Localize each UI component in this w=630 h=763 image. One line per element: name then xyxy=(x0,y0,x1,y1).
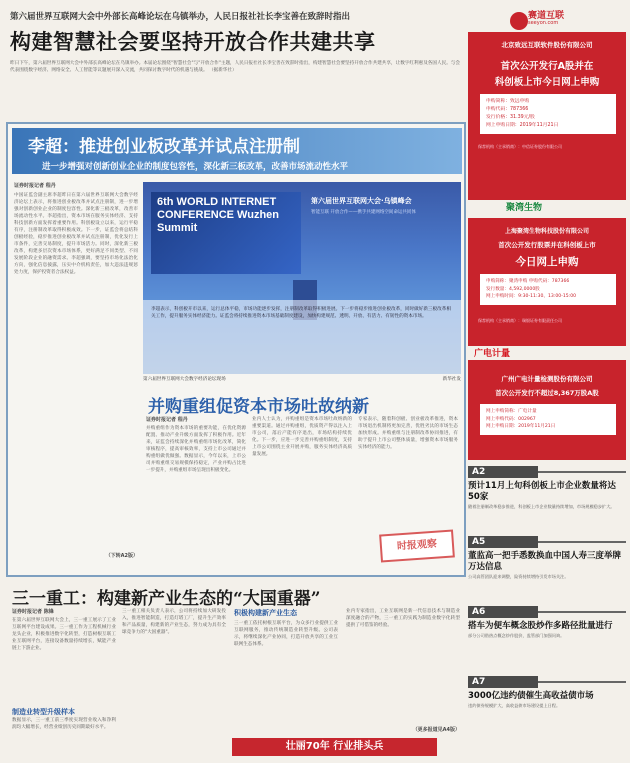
index-title: 3000亿违约债催生高收益债市场 xyxy=(468,691,594,701)
index-tag-rule xyxy=(538,681,626,683)
section2-col3-sub: 积极构建新产业生态 xyxy=(234,609,297,617)
ad-grg xyxy=(468,349,626,460)
index-desc: 违约债券规模扩大，高收益债市场建设提上日程。 xyxy=(468,703,561,708)
feature-left-note: （下转A2版） xyxy=(105,553,138,559)
seeyon-logo-icon xyxy=(510,12,528,30)
section2-col1-text: 在第六届世界互联网大会上，三一重工展示了工业互联网平台建设成果。三一重工作为工程机械行业龙头企业，积极推进数字化转型，打造树根互联工业互联网平台，连接设备数量持续增长，赋能产业链上下游企业。 xyxy=(12,618,116,651)
sidebar xyxy=(468,4,626,759)
feature-col-b: 业内人士认为，并购重组是资本市场吐故纳新的重要渠道。通过并购重组，优质资产得以注入上市公司，落后产能有序退出，市场结构持续优化。下一步，应进一步完善并购重组制度，支持上市公司围绕主业开展并购，服务实体经济高质量发展。 xyxy=(252,417,352,457)
ad1-info3: 发行价格：31.39元/股 xyxy=(486,115,535,120)
ad2-info3: 网上申购时间：9:30-11:30、13:00-15:00 xyxy=(486,294,577,299)
index-item-a6[interactable] xyxy=(468,606,626,639)
section2-col1-text2: 数据显示，三一重工前三季度实现营业收入和净利润均大幅增长，经营业绩创历史同期最好水平。 xyxy=(12,718,116,730)
feature-byline: 证券时报记者 程丹 xyxy=(14,183,56,189)
ad3-company: 广州广电计量检测股份有限公司 xyxy=(501,375,593,383)
ad3-info xyxy=(480,404,616,435)
ad-juwan xyxy=(468,203,626,346)
ad1-info xyxy=(480,94,616,134)
ad1-fine: 保荐机构（主承销商）：中信证券股份有限公司 xyxy=(478,144,562,149)
photo-caption xyxy=(143,376,461,382)
ad1-logo: 赛道互联 xyxy=(528,11,565,21)
feature-section-byline: 证券时报记者 程丹 xyxy=(146,417,188,423)
index-title: 董监高一把手悉数换血中国人寿三度举牌万达信息 xyxy=(468,551,622,572)
photo-banner: 6th WORLD INTERNET CONFERENCE Wuzhen Summit xyxy=(157,196,280,234)
main-column xyxy=(6,4,466,759)
section2-headline: 三一重工：构建新产业生态的“大国重器” xyxy=(12,589,321,609)
feature-title: 李超：推进创业板改革并试点注册制 xyxy=(28,137,300,157)
ad2-info2: 发行数量：4,592,0000股 xyxy=(486,286,540,292)
index-tag: A5 xyxy=(468,536,538,548)
ad1-logo-sub: seeyon.com xyxy=(528,20,559,26)
ad1-line1: 首次公开发行A股并在 xyxy=(500,61,594,72)
photo-cn-title: 第六届世界互联网大会·乌镇峰会 xyxy=(311,197,412,205)
photo-caption-text: 第六届世界互联网大会数字经济论坛现场 xyxy=(143,377,226,382)
ad3-line1: 首次公开发行不超过8,367万股A股 xyxy=(495,389,599,397)
section2-col4-note: （更多报道见A4版） xyxy=(412,727,460,733)
ad3-info2: 网上申购代码：002967 xyxy=(486,416,536,422)
commentary-stamp: 时报观察 xyxy=(379,529,455,562)
anniversary-banner: 壮丽70年 行业排头兵 xyxy=(232,738,437,756)
index-item-a2[interactable] xyxy=(468,466,626,510)
feature-box xyxy=(6,122,466,577)
index-desc: 公司高管团队迎来调整，险资持续增持引发市场关注。 xyxy=(468,574,569,579)
index-desc: 随着注册制改革稳步推进，科创板上市企业数量持续增加，市场规模稳步扩大。 xyxy=(468,504,615,509)
ad-seeyon xyxy=(468,11,626,200)
top-lead-body: 昨日下午，第六届世界互联网大会中外部长高峰论坛在乌镇举办。本届论坛围绕"智慧社会"与"开放合作"主题，人民日报社社长李宝善在致辞时指出，构建智慧社会要坚持开放合作共建共享，让数字红利惠及各国人民。与会代表围绕数字经济、网络安全、人工智能等议题展开深入交流，共同探讨数字时代的机遇与挑战。 xyxy=(10,61,460,73)
ad3-info1: 网上申购简称：广电计量 xyxy=(486,409,537,414)
feature-col-a-text: 并购重组作为资本市场的重要功能，在优化资源配置、推动产业升级方面发挥了积极作用。近年来，证监会持续深化并购重组市场化改革，简化审核程序，提高审核效率，支持上市公司通过并购重组做优做强。数据显示，今年以来，上市公司并购重组交易规模保持稳定，产业并购占比进一步提升，并购重组市场呈现出积极变化。 xyxy=(146,426,246,473)
ad3-info3: 网上申购日期：2019年11月21日 xyxy=(486,424,556,429)
section2-col3-text: 三一重工依托树根互联平台，为众多行业提供工业互联网服务，推动传统制造业转型升级。公司表示，将继续深化产业协同，打造开放共享的工业互联网生态体系。 xyxy=(234,621,338,647)
section2-col1-sub: 制造业转型升级样本 xyxy=(12,708,75,716)
ad2-line2: 今日网上申购 xyxy=(515,256,579,268)
index-item-a7[interactable] xyxy=(468,676,626,709)
index-tag-rule xyxy=(538,611,626,613)
feature-section-head: 并购重组促资本市场吐故纳新 xyxy=(148,397,369,417)
ad2-company: 上海聚湾生物科技股份有限公司 xyxy=(504,228,589,235)
ad1-line2: 科创板上市今日网上申购 xyxy=(494,77,600,88)
conference-photo xyxy=(143,182,461,374)
ad2-fine: 保荐机构（主承销商）：瑞银证券有限责任公司 xyxy=(478,318,562,323)
section2-byline: 证券时报记者 陈锋 xyxy=(12,609,54,615)
section2-col2: 三一重工相关负责人表示，公司将持续加大研发投入，推进智能制造，打造灯塔工厂，提升生产效率和产品质量，构建新的产业生态，努力成为具有全球竞争力的"大国重器"。 xyxy=(122,609,226,635)
index-tag: A2 xyxy=(468,466,538,478)
ad2-info1: 申购简称：聚湾申购 申购代码：787366 xyxy=(486,279,570,284)
section2-col1 xyxy=(12,608,116,758)
ad2-line1: 首次公开发行股票并在科创板上市 xyxy=(498,241,596,249)
feature-col-a xyxy=(146,416,246,566)
feature-left-text: 中国证监会副主席李超昨日在第六届世界互联网大会数字经济论坛上表示，将推进创业板改革并试点注册制，进一步增强对创新创业企业的制度包容性。深化新三板改革，改善市场流动性水平。李超指出，资本市场在服务实体经济、支持科技创新方面发挥着重要作用。科创板设立以来，运行平稳有序，注册制改革取得积极成效。下一步，证监会将总结科创板经验，稳步推进创业板改革并试点注册制，优化发行上市条件，完善交易制度，提升市场活力。同时，深化新三板改革，构建多层次资本市场体系，更好满足不同类型、不同发展阶段企业的融资需求。李超强调，要坚持市场化法治化方向，强化信息披露，压实中介机构责任，加大违法违规惩处力度，保护投资者合法权益。 xyxy=(14,193,138,275)
feature-left-column xyxy=(14,182,138,567)
ad2-info xyxy=(480,274,616,305)
index-tag-rule xyxy=(538,471,626,473)
index-desc: 部分公司借热点概念炒作股价，监管部门加强问询。 xyxy=(468,633,565,638)
section2-col3 xyxy=(234,608,338,738)
ad3-logo: 广电计量 xyxy=(474,349,511,359)
top-reporter-note: （据新华社） xyxy=(209,68,237,73)
feature-subtitle: 进一步增强对创新创业企业的制度包容性，深化新三板改革，改善市场流动性水平 xyxy=(42,162,349,172)
ad1-info4: 网上申购日期：2019年11月21日 xyxy=(486,123,559,128)
index-tag: A6 xyxy=(468,606,538,618)
ad1-info2: 申购代码：787366 xyxy=(486,107,529,112)
top-lead-text xyxy=(10,60,460,114)
index-title: 搭车为便车概念股炒作多路径批量进行 xyxy=(468,621,613,631)
photo-overlay-text: 李超表示，科创板开市以来，运行总体平稳，市场功能逐步发挥，注册制改革取得积极进展。下一步将稳步推进创业板改革，同时做好新三板改革相关工作，提升服务实体经济能力。证监会将持续推进资本市场基础制度建设，加快构建规范、透明、开放、有活力、有韧性的资本市场。 xyxy=(151,307,451,319)
ad1-company: 北京致远互联软件股份有限公司 xyxy=(501,41,593,49)
section2-col4-text: 业内专家指出，工业互联网是新一代信息技术与制造业深度融合的产物，三一重工的实践为制造业数字化转型提供了可借鉴的经验。 xyxy=(346,609,460,628)
photo-overlay xyxy=(143,300,461,374)
photo-cn-sub: 智能互联 开放合作——携手共建网络空间命运共同体 xyxy=(311,210,416,215)
section2-col4 xyxy=(346,608,460,738)
index-title: 预计11月上旬科创板上市企业数量将达50家 xyxy=(468,481,616,502)
ad1-info1: 申购简称：致远申购 xyxy=(486,99,530,104)
feature-col-c: 专家表示，随着科创板、创业板改革推进，资本市场退出机制将更加完善，优胜劣汰的市场生态加快形成。并购重组与注册制改革协同推进，有助于提升上市公司整体质量，增强资本市场服务实体经济的能力。 xyxy=(358,417,458,450)
index-tag: A7 xyxy=(468,676,538,688)
top-kicker: 第六届世界互联网大会中外部长高峰论坛在乌镇举办，人民日报社社长李宝善在致辞时指出 xyxy=(10,12,351,22)
photo-credit: 新华社发 xyxy=(442,377,461,382)
top-headline: 构建智慧社会要坚持开放合作共建共享 xyxy=(10,29,376,54)
ad2-logo: 聚湾生物 xyxy=(506,203,543,213)
section2 xyxy=(6,584,466,759)
feature-title-banner xyxy=(12,128,462,174)
index-item-a5[interactable] xyxy=(468,536,626,580)
index-tag-rule xyxy=(538,541,626,543)
